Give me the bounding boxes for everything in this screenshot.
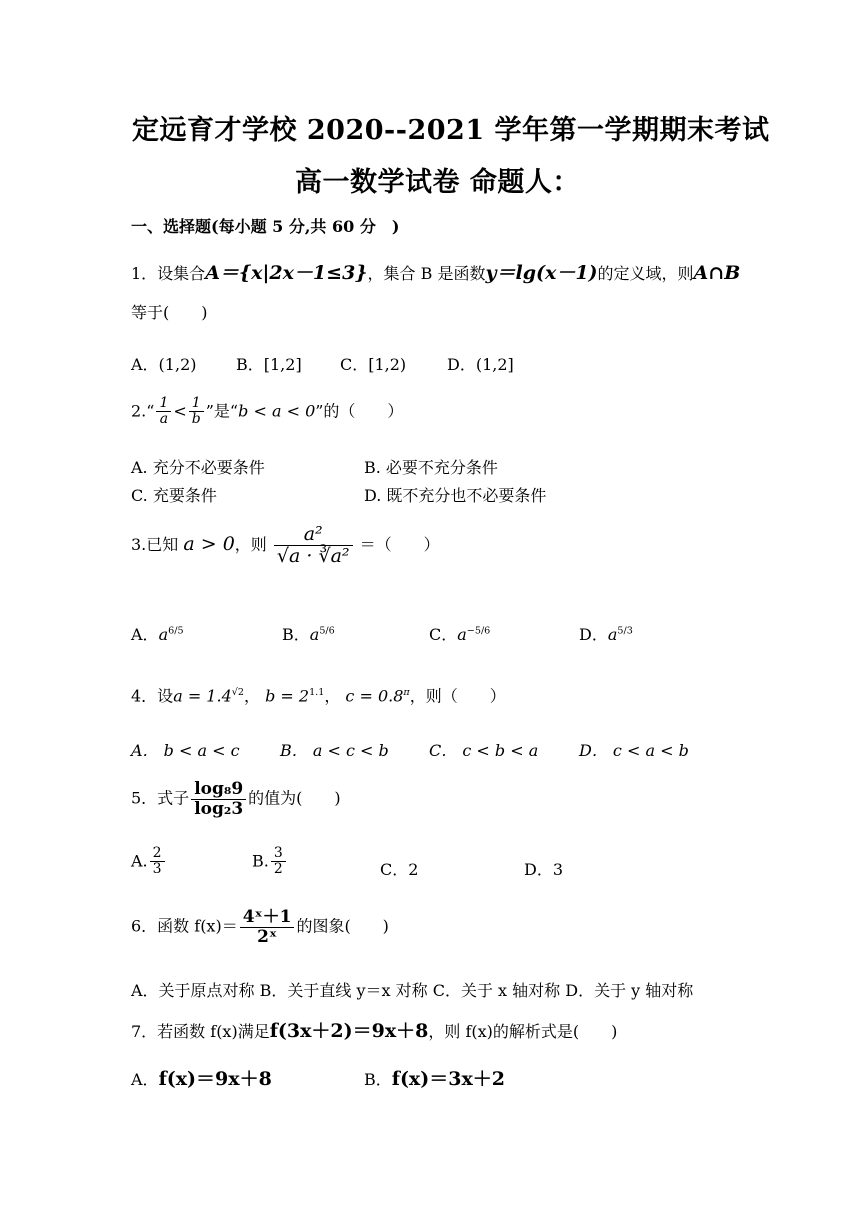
question-1-line2: 等于( )	[131, 303, 208, 322]
q2-mid: ”是“	[205, 401, 239, 421]
q4-a: a = 1.4	[173, 686, 232, 706]
q4-b-exp: 1.1	[309, 687, 325, 698]
q2-option-b: B. 必要不充分条件	[364, 458, 498, 477]
q1-option-a: A．(1,2)	[131, 355, 197, 374]
q2-option-c: C. 充要条件	[131, 486, 217, 505]
q1-option-b: B．[1,2]	[236, 355, 302, 374]
exam-subtitle: 高一数学试卷 命题人：	[295, 167, 580, 198]
q3-condition: a > 0	[183, 532, 235, 555]
q4-c: c = 0.8	[345, 686, 404, 706]
q2-fraction-2: $\frac{1}{b}$	[189, 396, 204, 428]
question-2	[131, 396, 403, 428]
q3-option-a: A．$a^{6/5}$	[131, 625, 184, 644]
q3-mid: ，则	[234, 534, 267, 554]
q6-prefix: 6．函数 f(x)＝	[131, 916, 238, 936]
q2-condition: b < a < 0	[238, 401, 316, 421]
q4-option-c: C． c < b < a	[429, 741, 539, 760]
q5-option-c: C．2	[380, 860, 419, 879]
q6-options: A．关于原点对称 B．关于直线 y＝x 对称 C．关于 x 轴对称 D．关于 y 轴对称	[131, 981, 694, 1000]
q7-option-b: B．f(x)＝3x＋2	[364, 1068, 506, 1090]
q2-option-a: A. 充分不必要条件	[131, 458, 265, 477]
q3-option-b: B．$a^{5/6}$	[282, 625, 335, 644]
q4-tail: ，则（ ）	[409, 686, 506, 706]
q6-tail: 的图象( )	[296, 916, 389, 936]
section-heading: 一、选择题(每小题 5 分,共 60 分 )	[131, 217, 400, 236]
q5-fraction: $\frac{\text{log₈9}}{\text{log₂3}}$	[191, 780, 246, 818]
q3-fraction: $\frac{\text{a²}}{\text{√a · ∛a²}}$	[274, 524, 353, 567]
question-7	[131, 1020, 617, 1043]
q4-option-a: A． b < a < c	[131, 741, 240, 760]
q3-option-c: C．$a^{-5/6}$	[429, 625, 491, 644]
q1-set-a: A＝{x|2x－1≤3}	[205, 262, 368, 284]
q5-tail: 的值为( )	[248, 788, 341, 808]
q5-prefix: 5．式子	[131, 788, 190, 808]
q1-option-c: C．[1,2)	[340, 355, 407, 374]
q2-option-d: D. 既不充分也不必要条件	[364, 486, 547, 505]
question-1	[131, 262, 740, 285]
q4-a-exp: √2	[231, 687, 244, 698]
q7-option-a: A．f(x)＝9x＋8	[131, 1068, 272, 1090]
q6-fraction: $\frac{\text{4ˣ＋1}}{\text{2ˣ}}$	[240, 908, 295, 946]
q3-option-d: D．$a^{5/3}$	[579, 625, 633, 644]
q4-b: b = 2	[265, 686, 310, 706]
q1-tail: 的定义域，则	[597, 264, 694, 283]
q4-prefix: 4．设	[131, 686, 174, 706]
q5-option-b: B. $\frac{3}{2}$	[252, 846, 288, 878]
question-5	[131, 780, 341, 818]
q5-option-a: A. $\frac{2}{3}$	[131, 846, 167, 878]
q1-intersection: A∩B	[693, 262, 741, 284]
question-6	[131, 908, 389, 946]
q2-tail: ”的（ ）	[315, 401, 404, 421]
q1-function: y＝lg(x－1)	[485, 262, 598, 284]
q4-c-exp: π	[403, 687, 410, 698]
q1-option-d: D．(1,2]	[447, 355, 514, 374]
q4-option-d: D． c < a < b	[579, 741, 689, 760]
exam-title: 定远育才学校 2020--2021 学年第一学期期末考试	[132, 115, 770, 146]
q2-prefix: 2.“	[131, 401, 155, 421]
q7-prefix: 7．若函数 f(x)满足	[131, 1022, 270, 1041]
q7-tail: ，则 f(x)的解析式是( )	[428, 1022, 618, 1041]
question-3	[131, 524, 440, 567]
q4-option-b: B． a < c < b	[280, 741, 389, 760]
q3-tail: ＝（ ）	[359, 534, 440, 554]
q7-expression: f(3x＋2)＝9x＋8	[269, 1020, 429, 1042]
q5-option-d: D．3	[524, 860, 564, 879]
q1-mid: ，集合 B 是函数	[367, 264, 486, 283]
q2-fraction-1: $\frac{1}{a}$	[156, 396, 171, 428]
q1-prefix: 1．设集合	[131, 264, 206, 283]
question-4: 4．设$a = 1.4^{√2}$， $b = 2^{1.1}$， $c = 0.8^\pi$，则（ ）	[131, 686, 506, 706]
q3-prefix: 3.已知	[131, 534, 179, 554]
q2-less-than: <	[173, 401, 187, 421]
